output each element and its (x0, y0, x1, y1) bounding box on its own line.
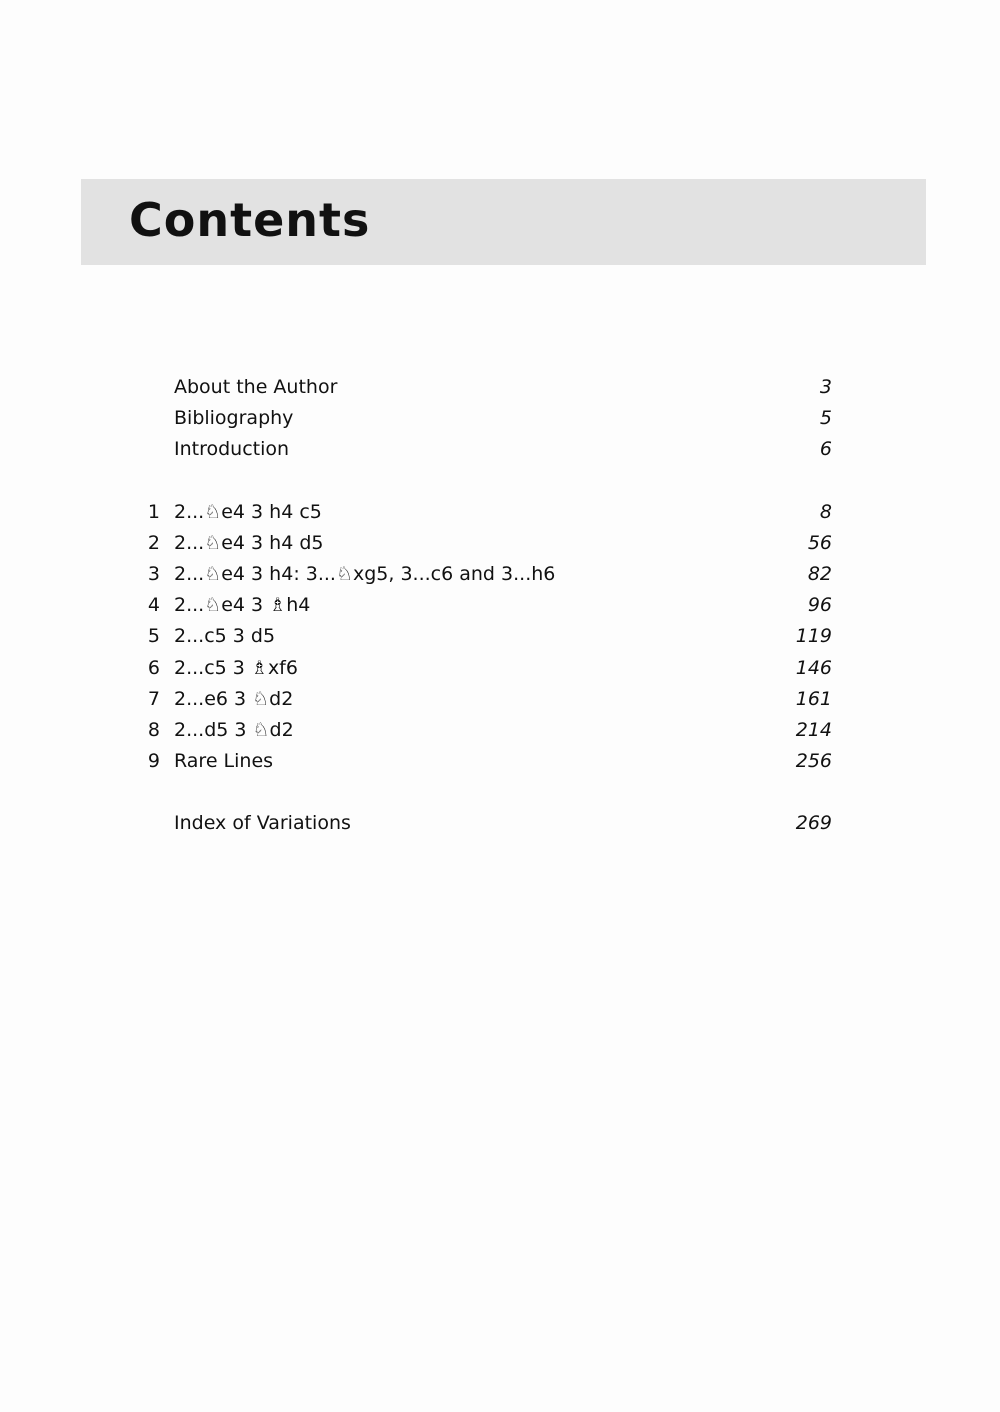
chapter-number: 6 (147, 656, 160, 679)
toc-entry-page: 269 (795, 812, 832, 835)
chapter-page: 146 (795, 656, 832, 679)
toc-chapter-2[interactable] (140, 528, 834, 559)
toc-chapter-5[interactable] (140, 621, 834, 652)
toc-entry-page: 5 (819, 407, 832, 430)
chapter-page: 256 (795, 750, 832, 773)
chapter-title: 2...c5 3 ♗xf6 (174, 656, 298, 679)
toc-entry-page: 3 (819, 376, 832, 398)
chapter-title: Rare Lines (174, 750, 274, 773)
toc-chapter-9[interactable] (140, 746, 834, 777)
toc-chapter-8[interactable] (140, 715, 834, 746)
chapter-list (140, 497, 834, 778)
toc-entry-introduction[interactable] (140, 434, 834, 465)
chapter-number: 1 (147, 500, 160, 523)
chapter-page: 82 (807, 562, 832, 585)
front-matter-list (140, 372, 834, 466)
chapter-title: 2...♘e4 3 h4: 3...♘xg5, 3...c6 and 3...h6 (174, 562, 556, 585)
toc-entry-index[interactable] (140, 808, 834, 839)
chapter-number: 5 (147, 625, 160, 648)
header-band (81, 179, 926, 265)
toc-entry-bibliography[interactable] (140, 403, 834, 434)
chapter-title: 2...c5 3 d5 (174, 625, 276, 648)
chapter-number: 9 (147, 750, 160, 773)
chapter-number: 3 (147, 562, 160, 585)
chapter-number: 7 (147, 687, 160, 710)
chapter-title: 2...♘e4 3 h4 c5 (174, 500, 322, 523)
chapter-page: 8 (819, 500, 832, 523)
chapter-title: 2...e6 3 ♘d2 (174, 687, 294, 710)
table-of-contents (140, 372, 834, 870)
chapter-title: 2...♘e4 3 h4 d5 (174, 531, 324, 554)
page-title: Contents (129, 193, 371, 247)
chapter-number: 8 (147, 718, 160, 741)
toc-chapter-3[interactable] (140, 559, 834, 590)
chapter-page: 214 (795, 718, 832, 741)
chapter-page: 96 (807, 594, 832, 617)
toc-entry-page: 6 (819, 438, 832, 461)
toc-chapter-7[interactable] (140, 684, 834, 715)
toc-chapter-1[interactable] (140, 497, 834, 528)
back-matter-list (140, 808, 834, 839)
chapter-title: 2...♘e4 3 ♗h4 (174, 594, 311, 617)
chapter-page: 119 (795, 625, 832, 648)
chapter-number: 4 (147, 594, 160, 617)
toc-entry-title: Index of Variations (174, 812, 351, 835)
chapter-page: 161 (795, 687, 832, 710)
chapter-title: 2...d5 3 ♘d2 (174, 718, 294, 741)
toc-entry-title: Introduction (174, 438, 290, 461)
chapter-page: 56 (807, 531, 832, 554)
toc-entry-about-author[interactable] (140, 372, 834, 403)
toc-chapter-6[interactable] (140, 653, 834, 684)
toc-chapter-4[interactable] (140, 590, 834, 621)
chapter-number: 2 (147, 531, 160, 554)
toc-entry-title: About the Author (174, 376, 338, 398)
toc-entry-title: Bibliography (174, 407, 294, 430)
